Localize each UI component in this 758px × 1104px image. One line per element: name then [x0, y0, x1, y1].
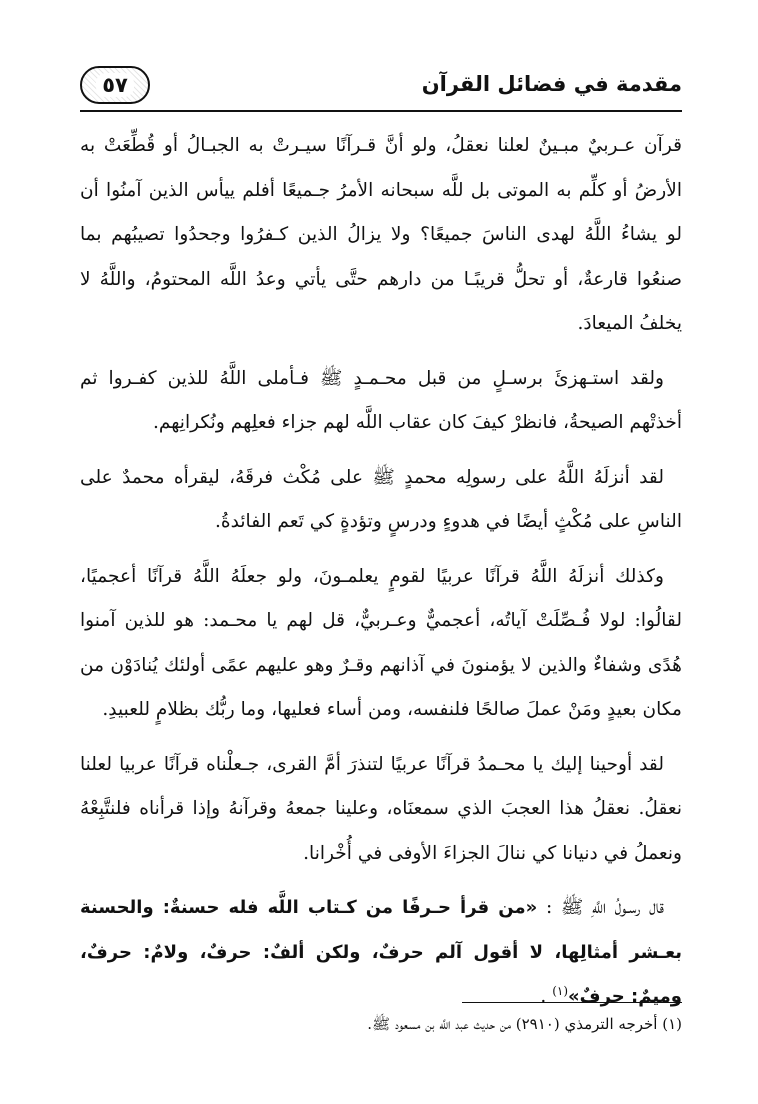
footnote-rule [462, 1002, 682, 1003]
paragraph-1: قرآن عـربيٌ مبـينٌ لعلنا نعقلُ، ولو أنَّ قـرآنًا سيـرتْ به الجبـالُ أو قُطِّعَتْ به الأرضُ أو كلِّم به الموتى بل للَّه سبحانه الأمرُ جـميعًا أفلم ييأس الذين آمنُوا أن لو يشاءُ اللَّهُ لهدى الناسَ جميعًا؟ ولا يزالُ الذين كـفرُوا وجحدُوا تصيبُهم بما صنعُوا قارعةٌ، أو تحلُّ قريبًـا من دارهم حتَّى يأتي وعدُ اللَّه المحتومُ، واللَّهُ لا يخلفُ الميعادَ. [80, 135, 682, 334]
paragraph-5: لقد أوحينا إليك يا محـمدُ قرآنًا عربيًا لتنذرَ أمَّ القرى، جـعلْناه قرآنًا عربيا لعلنا نعقلُ. نعقلُ هذا العجبَ الذي سمعنَاه، وعلينا جمعهُ وقرآنهُ وإذا قرأناه فلنتَّبِعْهُ ونعملُ في دنيانا كي ننالَ الجزاءَ الأوفى في أُخْرانا. [80, 753, 682, 864]
page-number: ٥٧ [96, 73, 134, 97]
hadith-quote: «من قرأ حـرفًا من كـتاب اللَّه فله حسنةٌ: والحسنة بعـشر أمثالِها، لا أقول آلم حرفٌ، ولكن ألفٌ: حرفٌ، ولامٌ: حرفٌ، وميمٌ: حرفٌ» [80, 897, 682, 1007]
main-text [80, 124, 682, 1030]
paragraph-4: وكذلك أنزلَهُ اللَّهُ قرآنًا عربيًا لقومٍ يعلمـونَ، ولو جعلَهُ اللَّهُ قرآنًا أعجميًا، لقالُوا: لولا فُـصِّلَتْ آياتُه، أعجميٌّ وعـربيٌّ، قل لهم يا محـمد: هو للذين آمنوا هُدًى وشفاءٌ والذين لا يؤمنونَ في آذانهم وقـرٌ وهو عليهم عمًى أولئك يُنادَوْن من مكان بعيدٍ ومَنْ عملَ صالحًا فلنفسه، ومن أساء فعليها، وما ربُّك بظلامٍ للعبيدِ. [80, 565, 682, 720]
hadith-intro: قال رسـولُ اللَّهِ ﷺ : [545, 897, 664, 918]
paragraph-6 [80, 886, 682, 1020]
footnote: (١) أخرجه الترمذي (٢٩١٠) من حديث عبد اللَّه بن مسعود ﷺ. [367, 1015, 682, 1033]
page-header [80, 62, 682, 112]
paragraph-end: . [540, 986, 553, 1007]
paragraph-3: لقد أنزلَهُ اللَّهُ على رسولِه محمدٍ ﷺ على مُكْث فرقَهُ، ليقرأه محمدٌ على الناسِ على مُكْثٍ أيضًا في هدوءٍ ودرسٍ وتؤدةٍ كي تَعم الفائدةُ. [80, 466, 682, 532]
paragraph-2: ولقد استـهزئَ برسـلٍ من قبل محـمـدٍ ﷺ فـأملى اللَّهُ للذين كفـروا ثم أخذتْهم الصيحةُ، فانظرْ كيفَ كان عقاب اللَّه لهم جزاء فعلِهم ونُكرانِهم. [80, 367, 682, 433]
running-title: مقدمة في فضائل القرآن [421, 72, 682, 96]
page-number-badge [80, 66, 150, 104]
footnote-reference: (١) [552, 983, 569, 998]
header-rule [80, 110, 682, 112]
